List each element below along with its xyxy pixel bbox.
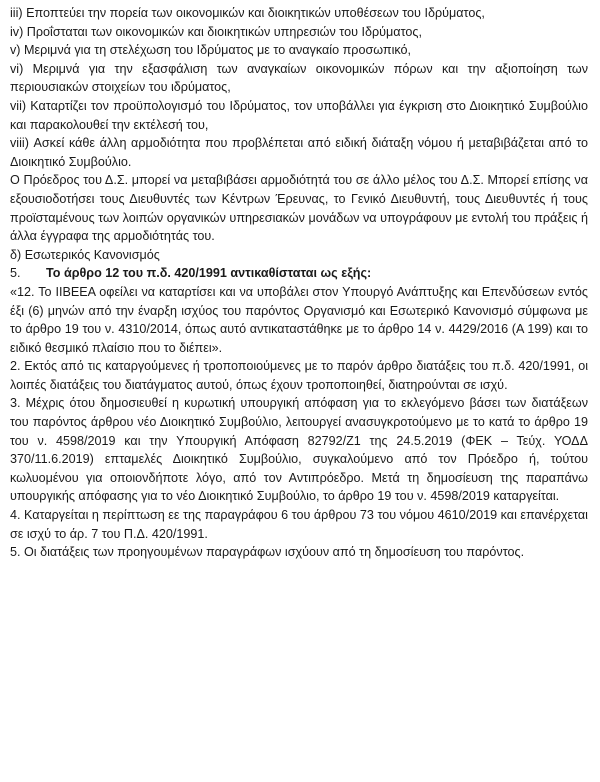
paragraph-iii: iii) Εποπτεύει την πορεία των οικονομικών και διοικητικών υποθέσεων του Ιδρύματος,: [10, 6, 485, 20]
paragraph-4: 4. Καταργείται η περίπτωση εε της παραγράφου 6 του άρθρου 73 του νόμου 4610/2019 και επανέρχεται σε ισχύ το άρ. 7 του Π.Δ. 420/1991.: [10, 508, 588, 541]
paragraph-3: 3. Μέχρις ότου δημοσιευθεί η κυρωτική υπουργική απόφαση για το εκλεγόμενο βάσει των διατάξεων του παρόντος άρθρου νέο Διοικητικό Συμβούλιο, λειτουργεί ανασυγκροτούμενο με το κατά το άρθρο 19 του ν. 4598/2019 και την Υπουργική Απόφαση 82792/Ζ1 της 24.5.2019 (ΦΕΚ – Τεύχ. ΥΟΔΔ 370/11.6.2019) επταμελές Διοικητικό Συμβούλιο, συγκαλούμενο από τον Πρόεδρο ή, τούτου κωλυομένου για οποιονδήποτε λόγο, από τον Αντιπρόεδρο. Μετά τη δημοσίευση της παραπάνω υπουργικής απόφασης για το νέο Διοικητικό Συμβούλιο, το άρθρο 19 του ν. 4598/2019 καταργείται.: [10, 396, 588, 504]
paragraph-article-12: «12. Το ΙΙΒΕΕΑ οφείλει να καταρτίσει και να υποβάλει στον Υπουργό Ανάπτυξης και Επενδύσεων εντός έξι (6) μηνών από την έναρξη ισχύος του παρόντος Οργανισμό και Εσωτερικό Κανονισμό σύμφωνα με το άρθρο 19 του ν. 4310/2014, όπως αυτό αντικαταστάθηκε με το άρθρο 14 ν. 4429/2016 (Α 199) και το ειδικό θεσμικό πλαίσιο που το διέπει».: [10, 284, 588, 355]
paragraph-v: v) Μεριμνά για τη στελέχωση του Ιδρύματος με το αναγκαίο προσωπικό,: [10, 43, 412, 58]
paragraph-president-delegation: Ο Πρόεδρος του Δ.Σ. μπορεί να μεταβιβάσει αρμοδιότητά του σε άλλο μέλος του Δ.Σ. Μπορεί επίσης να εξουσιοδοτήσει τους Διευθυντές των Κέντρων Έρευνας, το Γενικό Διευθυντή, τους Διευθυντές ή τους προϊσταμένους των λοιπών οργανικών υπηρεσιακών μονάδων να υπογράφουν με εντολή του πράξεις ή άλλα έγγραφα της αρμοδιότητάς του.: [10, 173, 588, 244]
paragraph-2: 2. Εκτός από τις καταργούμενες ή τροποποιούμενες με το παρόν άρθρο διατάξεις του π.δ. 420/1991, οι λοιπές διατάξεις του διατάγματος αυτού, όπως έχουν τροποποιηθεί, διατηρούνται σε ισχύ.: [10, 359, 588, 392]
section-title: Το άρθρο 12 του π.δ. 420/1991 αντικαθίσταται ως εξής:: [46, 266, 372, 281]
paragraph-vi: vi) Μεριμνά για την εξασφάλιση των αναγκαίων οικονομικών πόρων και την αξιοποίηση των περιουσιακών στοιχείων του ιδρύματος,: [10, 61, 588, 95]
paragraph-viii: viii) Ασκεί κάθε άλλη αρμοδιότητα που προβλέπεται από ειδική διάταξη νόμου ή μεταβιβάζεται από το Διοικητικό Συμβούλιο.: [10, 136, 588, 169]
paragraph-iv: iv) Προΐσταται των οικονομικών και διοικητικών υπηρεσιών του Ιδρύματος,: [10, 24, 422, 39]
subsection-internal-regulation: δ) Εσωτερικός Κανονισμός: [10, 247, 160, 262]
document-page: [10, 4, 588, 562]
paragraph-vii: vii) Καταρτίζει τον προϋπολογισμό του Ιδρύματος, τον υποβάλλει για έγκριση στο Διοικητικό Συμβούλιο και παρακολουθεί την εκτέλεσή του,: [10, 98, 588, 132]
section-number: 5.: [10, 266, 21, 281]
paragraph-5: 5. Οι διατάξεις των προηγουμένων παραγράφων ισχύουν από τη δημοσίευση του παρόντος.: [10, 545, 525, 560]
section-heading: [10, 264, 588, 283]
